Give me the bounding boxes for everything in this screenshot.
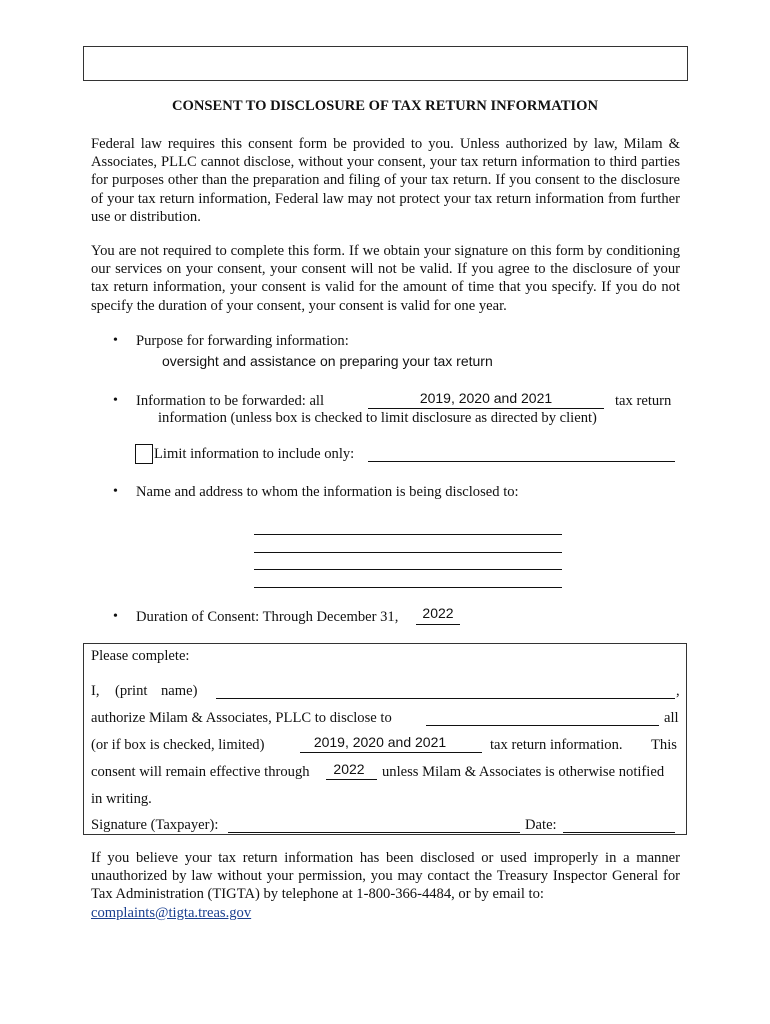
or-label: (or if box is checked, limited) [91, 737, 265, 753]
duration-label: Duration of Consent: Through December 31, [136, 609, 399, 625]
complete-heading: Please complete: [91, 648, 190, 664]
disclose-to-input[interactable] [426, 725, 659, 726]
authorize-label: authorize Milam & Associates, PLLC to disclose to [91, 710, 392, 726]
date-input[interactable] [563, 832, 675, 833]
purpose-label: Purpose for forwarding information: [136, 333, 349, 349]
info-label: Information to be forwarded: all [136, 393, 325, 409]
info-input[interactable]: 2019, 2020 and 2021 [419, 390, 553, 406]
limited-input[interactable]: 2019, 2020 and 2021 [313, 734, 447, 750]
print-name-input[interactable] [216, 698, 675, 699]
email-link[interactable]: complaints@tigta.treas.gov [91, 904, 252, 921]
header-box [83, 46, 688, 81]
unless-label: unless Milam & Associates is otherwise notified [382, 764, 665, 780]
all-label: all [664, 710, 679, 726]
limit-label: Limit information to include only: [154, 446, 355, 462]
i-label: I, [91, 683, 100, 699]
page-title: CONSENT TO DISCLOSURE OF TAX RETURN INFORMATION [172, 98, 598, 114]
bullet-icon: • [113, 609, 118, 624]
recipient-line-3[interactable] [254, 569, 562, 570]
date-label: Date: [525, 817, 557, 833]
bullet-icon: • [113, 393, 118, 408]
purpose-input[interactable]: oversight and assistance on preparing your tax return [162, 353, 493, 369]
name-label: name) [161, 683, 198, 699]
footer-text: If you believe your tax return information has been disclosed or used improperly in a manner unauthorized by law without your permission, you may contact the Treasury Inspector General for Tax Administration (TIGTA) by telephone at 1-800-366-4484, or by email to: [91, 850, 680, 903]
info-suffix: tax return [615, 393, 672, 409]
remain-underline [326, 779, 377, 780]
bullet-icon: • [113, 484, 118, 499]
print-label: (print [115, 683, 148, 699]
recipient-line-2[interactable] [254, 552, 562, 553]
signature-input[interactable] [228, 832, 520, 833]
duration-input[interactable]: 2022 [422, 605, 454, 621]
paragraph-federal-law: Federal law requires this consent form be provided to you. Unless authorized by law, Milam & Associates, PLLC cannot disclose, without your consent, your tax return information to third parties for purposes other than the preparation and filing of your tax return. If you consent to the disclosure of your tax return information, Federal law may not protect your tax return information from further use or distribution. [91, 136, 680, 225]
info-line2: information (unless box is checked to limit disclosure as directed by client) [158, 410, 597, 426]
remain-label: consent will remain effective through [91, 764, 310, 780]
writing-label: in writing. [91, 791, 152, 807]
paragraph-not-required: You are not required to complete this form. If we obtain your signature on this form by conditioning our services on your consent, your consent will not be valid. If you agree to the disclosure of your tax return information, your consent is valid for the amount of time that you specify. If you do not specify the duration of your consent, your consent is valid for one year. [91, 243, 680, 314]
duration-underline [416, 624, 460, 625]
signature-label: Signature (Taxpayer): [91, 817, 219, 833]
limit-checkbox[interactable] [135, 444, 153, 464]
limited-underline [300, 752, 482, 753]
recipient-line-4[interactable] [254, 587, 562, 588]
bullet-icon: • [113, 333, 118, 348]
recipient-line-1[interactable] [254, 534, 562, 535]
recipient-label: Name and address to whom the information is being disclosed to: [136, 484, 519, 500]
info-underline [368, 408, 604, 409]
this-label: This [651, 737, 677, 753]
tax-info-label: tax return information. [490, 737, 623, 753]
remain-input[interactable]: 2022 [333, 761, 365, 777]
comma: , [676, 683, 680, 699]
footer-paragraph [91, 849, 680, 922]
limit-input[interactable] [368, 461, 675, 462]
